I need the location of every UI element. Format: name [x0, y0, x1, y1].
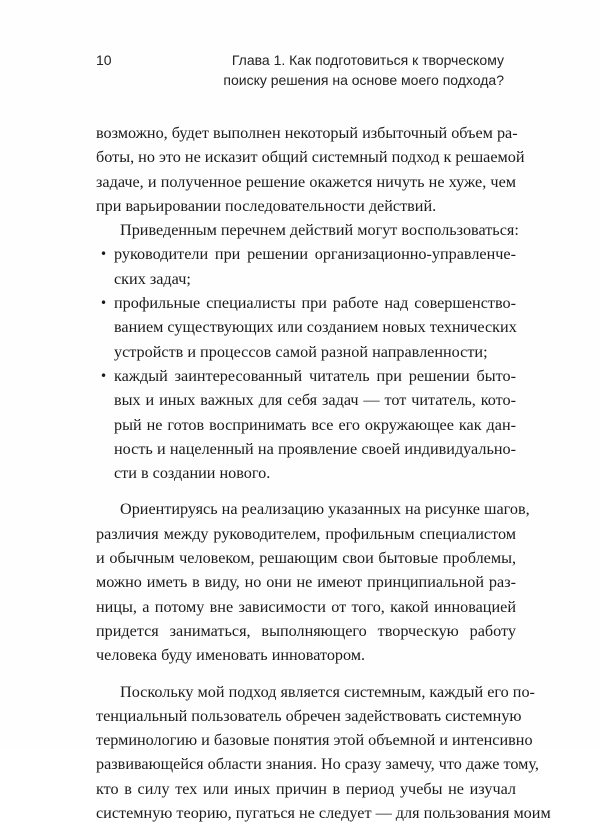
list-item	[96, 291, 516, 364]
text-line: боты, но это не исказит общий системный подход к решаемой	[96, 148, 525, 167]
text-line: различия между руководителем, профильным специалистом	[96, 524, 516, 543]
text-line: руководители при решении организационно-управленче-	[114, 245, 516, 264]
paragraph	[96, 497, 530, 667]
page-number: 10	[96, 52, 112, 68]
text-line: Приведенным перечнем действий могут воспользоваться:	[120, 221, 519, 240]
text-line: ницы, а потому вне зависимости от того, какой инновацией	[96, 597, 516, 616]
text-line: устройств и процессов самой разной направленности;	[114, 342, 488, 361]
chapter-title-line: Глава 1. Как подготовиться к творческому	[231, 52, 504, 68]
list-item	[96, 364, 516, 485]
text-line: при варьировании последовательности действий.	[96, 196, 437, 215]
text-line: и обычным человеком, решающим свои бытовые проблемы,	[96, 549, 516, 568]
text-line: человека буду именовать инноватором.	[96, 646, 366, 665]
text-line: можно иметь в виду, но они не имеют принципиальной раз-	[96, 573, 516, 592]
text-line: ность и нацеленный на проявление своей индивидуально-	[114, 439, 516, 458]
text-line: сти в создании нового.	[114, 464, 271, 483]
text-line: профильные специалисты при работе над совершенство-	[114, 294, 516, 313]
paragraph-gap	[96, 668, 516, 680]
text-line: каждый заинтересованный читатель при решении быто-	[114, 366, 516, 385]
text-line: рый не готов воспринимать все его окружающее как дан-	[114, 415, 516, 434]
text-line: тенциальный пользователь обречен задействовать системную	[96, 706, 522, 725]
text-line: ских задач;	[114, 269, 191, 288]
list-item	[96, 242, 516, 291]
text-line: возможно, будет выполнен некоторый избыточный объем ра-	[96, 124, 518, 142]
body-text	[96, 121, 551, 825]
paragraph	[96, 218, 519, 242]
text-line: кто в силу тех или иных причин в период учебы не изучал	[96, 779, 516, 798]
text-line: придется заниматься, выполняющего творческую работу	[96, 621, 516, 640]
bullet-marker: •	[100, 368, 108, 383]
bullet-marker: •	[100, 247, 108, 262]
text-line: Поскольку мой подход является системным, каждый его по-	[120, 682, 535, 701]
chapter-title	[174, 50, 504, 90]
chapter-title-line: поиску решения на основе моего подхода?	[223, 72, 504, 88]
text-line: ванием существующих или созданием новых технических	[114, 318, 517, 337]
text-line: терминологию и базовые понятия этой объемной и интенсивно	[96, 731, 533, 750]
text-line: задаче, и полученное решение окажется ничуть не хуже, чем	[96, 172, 516, 191]
text-line: системную теорию, пугаться не следует — для пользования моим	[96, 804, 551, 823]
paragraph	[96, 121, 525, 218]
bullet-marker: •	[100, 296, 108, 311]
text-line: вых и иных важных для себя задач — тот читатель, кото-	[114, 391, 516, 410]
paragraph-gap	[96, 485, 516, 497]
paragraph	[96, 680, 551, 825]
text-line: Ориентируясь на реализацию указанных на рисунке шагов,	[120, 500, 530, 519]
text-line: развивающейся области знания. Но сразу замечу, что даже тому,	[96, 755, 539, 774]
